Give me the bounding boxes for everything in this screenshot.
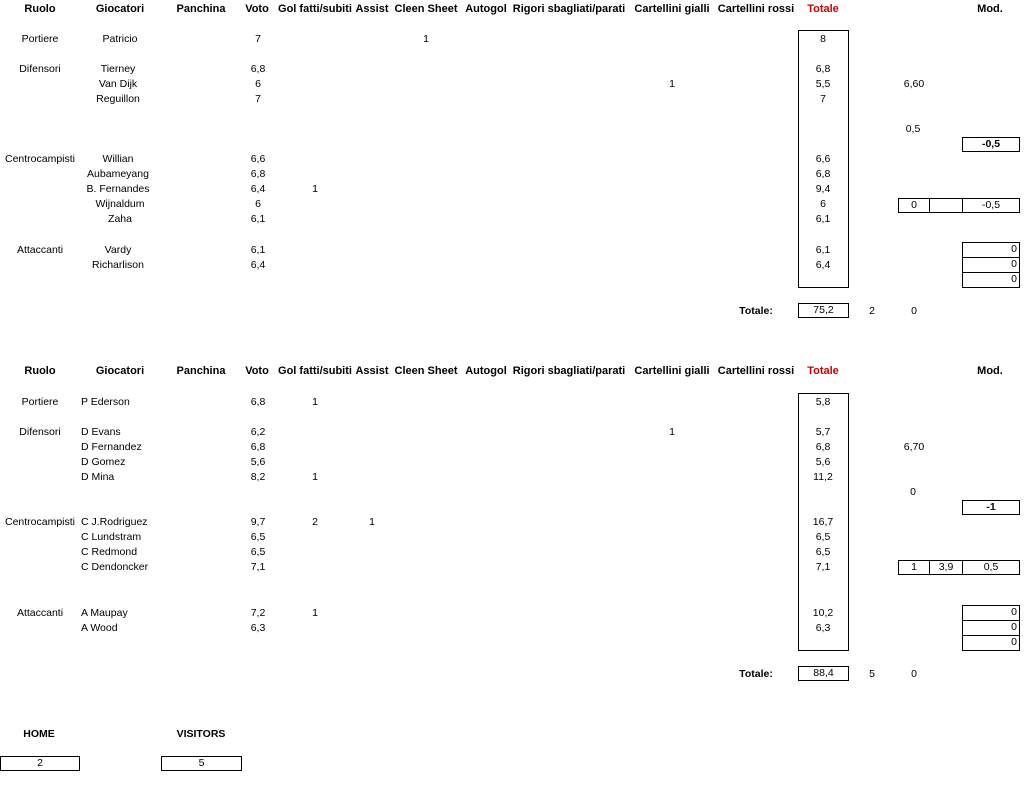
player-voto: 7,2 — [250, 607, 266, 619]
role-centrocampisti: Centrocampisti — [4, 516, 76, 528]
header-giocatori: Giocatori — [95, 365, 145, 377]
header-gol: Gol fatti/subiti — [278, 3, 352, 15]
header-rossi: Cartellini rossi — [717, 365, 795, 377]
player-totale: 6,8 — [815, 441, 831, 453]
player-totale: 16,7 — [812, 516, 834, 528]
player-voto: 6 — [255, 78, 261, 90]
player-totale: 7 — [820, 93, 826, 105]
team2-mod-def-box: -1 — [962, 500, 1020, 515]
team2-mod-mid-a: 1 — [898, 560, 930, 575]
visitors-score: 5 — [161, 756, 242, 771]
player-name: A Maupay — [81, 607, 128, 619]
header-rigori: Rigori sbagliati/parati — [512, 3, 626, 15]
team1-goals-b: 0 — [911, 305, 917, 317]
role-attaccanti: Attaccanti — [16, 244, 64, 256]
player-voto: 6,5 — [250, 531, 266, 543]
player-voto: 6,4 — [250, 259, 266, 271]
player-voto: 6 — [255, 198, 261, 210]
player-totale: 8 — [820, 33, 826, 45]
team2-mod-att-3: 0 — [962, 635, 1020, 651]
team1-mod-att-3: 0 — [962, 272, 1020, 288]
player-assist: 1 — [369, 516, 375, 528]
player-totale: 5,8 — [815, 396, 831, 408]
player-voto: 5,6 — [250, 456, 266, 468]
header-assist: Assist — [355, 365, 389, 377]
header-autogol: Autogol — [465, 3, 507, 15]
header-gialli: Cartellini gialli — [634, 365, 710, 377]
player-name: Vardy — [104, 244, 132, 256]
player-voto: 6,8 — [250, 168, 266, 180]
header-voto: Voto — [245, 3, 269, 15]
team2-mod-att-1: 0 — [962, 605, 1020, 621]
home-label: HOME — [23, 728, 55, 740]
player-gol: 1 — [312, 471, 318, 483]
header-panchina: Panchina — [176, 3, 226, 15]
player-totale: 5,6 — [815, 456, 831, 468]
player-voto: 6,4 — [250, 183, 266, 195]
team1-mod-att-1: 0 — [962, 242, 1020, 258]
team1-totale-column-box — [798, 30, 849, 288]
header-voto: Voto — [245, 365, 269, 377]
team2-mod-note: 0 — [910, 486, 916, 498]
header-panchina: Panchina — [176, 365, 226, 377]
team2-goals-b: 0 — [911, 668, 917, 680]
role-portiere: Portiere — [21, 33, 59, 45]
player-name: D Fernandez — [81, 441, 142, 453]
header-mod: Mod. — [977, 365, 1003, 377]
player-name: C J.Rodriguez — [81, 516, 148, 528]
player-voto: 6,8 — [250, 441, 266, 453]
role-difensori: Difensori — [19, 426, 61, 438]
team1-mod-mid-c: -0,5 — [962, 198, 1020, 213]
player-totale: 7,1 — [815, 561, 831, 573]
header-totale: Totale — [807, 365, 839, 377]
player-totale: 6,8 — [815, 63, 831, 75]
header-totale: Totale — [807, 3, 839, 15]
player-voto: 7,1 — [250, 561, 266, 573]
player-name: Patricio — [102, 33, 138, 45]
header-gialli: Cartellini gialli — [634, 3, 710, 15]
player-voto: 6,8 — [250, 63, 266, 75]
player-totale: 6,1 — [815, 244, 831, 256]
header-autogol: Autogol — [465, 365, 507, 377]
player-name: D Mina — [81, 471, 115, 483]
team1-totale-value: 75,2 — [798, 303, 849, 318]
visitors-label: VISITORS — [176, 728, 226, 740]
header-rossi: Cartellini rossi — [717, 3, 795, 15]
player-totale: 10,2 — [812, 607, 834, 619]
player-totale: 11,2 — [813, 471, 833, 483]
player-name: Wijnaldum — [95, 198, 145, 210]
player-voto: 6,5 — [250, 546, 266, 558]
team2-totale-label: Totale: — [739, 668, 773, 680]
header-assist: Assist — [355, 3, 389, 15]
player-gialli: 1 — [669, 78, 675, 90]
player-voto: 6,8 — [250, 396, 266, 408]
header-clean-sheet: Cleen Sheet — [394, 3, 458, 15]
player-totale: 6,8 — [815, 168, 831, 180]
header-mod: Mod. — [977, 3, 1003, 15]
player-voto: 8,2 — [250, 471, 266, 483]
player-name: Aubameyang — [87, 168, 149, 180]
player-voto: 7 — [255, 93, 261, 105]
player-voto: 6,1 — [250, 213, 266, 225]
player-gol: 1 — [312, 396, 318, 408]
player-name: B. Fernandes — [86, 183, 150, 195]
player-totale: 9,4 — [815, 183, 831, 195]
player-voto: 7 — [255, 33, 261, 45]
header-ruolo: Ruolo — [24, 3, 56, 15]
team1-goals: 2 — [869, 305, 875, 317]
player-name: A Wood — [81, 622, 118, 634]
player-gialli: 1 — [669, 426, 675, 438]
team2-mod-mid-c: 0,5 — [962, 560, 1020, 575]
team1-mod-note: 0,5 — [905, 123, 921, 135]
player-totale: 6,4 — [815, 259, 831, 271]
player-clean-sheet: 1 — [423, 33, 429, 45]
player-name: Willian — [102, 153, 134, 165]
player-name: P Ederson — [81, 396, 130, 408]
player-name: C Redmond — [81, 546, 138, 558]
team2-goals: 5 — [869, 668, 875, 680]
team1-mod-att-2: 0 — [962, 257, 1020, 273]
player-name: Van Dijk — [98, 78, 138, 90]
player-voto: 9,7 — [250, 516, 266, 528]
team1-def-average: 6,60 — [903, 78, 925, 90]
player-name: Zaha — [108, 213, 132, 225]
player-totale: 5,5 — [815, 78, 831, 90]
player-name: Tierney — [100, 63, 136, 75]
team2-mod-att-2: 0 — [962, 620, 1020, 636]
team1-totale-label: Totale: — [739, 305, 773, 317]
player-gol: 1 — [312, 183, 318, 195]
player-voto: 6,1 — [250, 244, 266, 256]
role-centrocampisti: Centrocampisti — [4, 153, 76, 165]
player-totale: 6,5 — [815, 546, 831, 558]
player-totale: 6 — [820, 198, 826, 210]
player-gol: 1 — [312, 607, 318, 619]
player-voto: 6,6 — [250, 153, 266, 165]
player-totale: 6,6 — [815, 153, 831, 165]
player-gol: 2 — [312, 516, 318, 528]
team2-totale-column-box — [798, 393, 849, 651]
player-name: C Lundstram — [81, 531, 142, 543]
role-attaccanti: Attaccanti — [16, 607, 64, 619]
team1-mod-mid-b — [929, 198, 963, 213]
role-difensori: Difensori — [19, 63, 61, 75]
role-portiere: Portiere — [21, 396, 59, 408]
header-giocatori: Giocatori — [95, 3, 145, 15]
team1-mod-mid-a: 0 — [898, 198, 930, 213]
player-name: C Dendoncker — [81, 561, 149, 573]
player-name: Reguillon — [96, 93, 140, 105]
player-name: Richarlison — [92, 259, 144, 271]
team1-mod-def-box: -0,5 — [962, 137, 1020, 152]
player-name: D Evans — [81, 426, 121, 438]
player-name: D Gomez — [81, 456, 126, 468]
header-rigori: Rigori sbagliati/parati — [512, 365, 626, 377]
team2-mod-mid-b: 3,9 — [929, 560, 963, 575]
player-totale: 6,5 — [815, 531, 831, 543]
header-ruolo: Ruolo — [24, 365, 56, 377]
player-totale: 5,7 — [815, 426, 831, 438]
team2-def-average: 6,70 — [903, 441, 925, 453]
header-clean-sheet: Cleen Sheet — [394, 365, 458, 377]
header-gol: Gol fatti/subiti — [278, 365, 352, 377]
player-totale: 6,1 — [815, 213, 831, 225]
team2-totale-value: 88,4 — [798, 666, 849, 681]
home-score: 2 — [0, 756, 80, 771]
player-voto: 6,3 — [250, 622, 266, 634]
player-voto: 6,2 — [250, 426, 266, 438]
player-totale: 6,3 — [815, 622, 831, 634]
